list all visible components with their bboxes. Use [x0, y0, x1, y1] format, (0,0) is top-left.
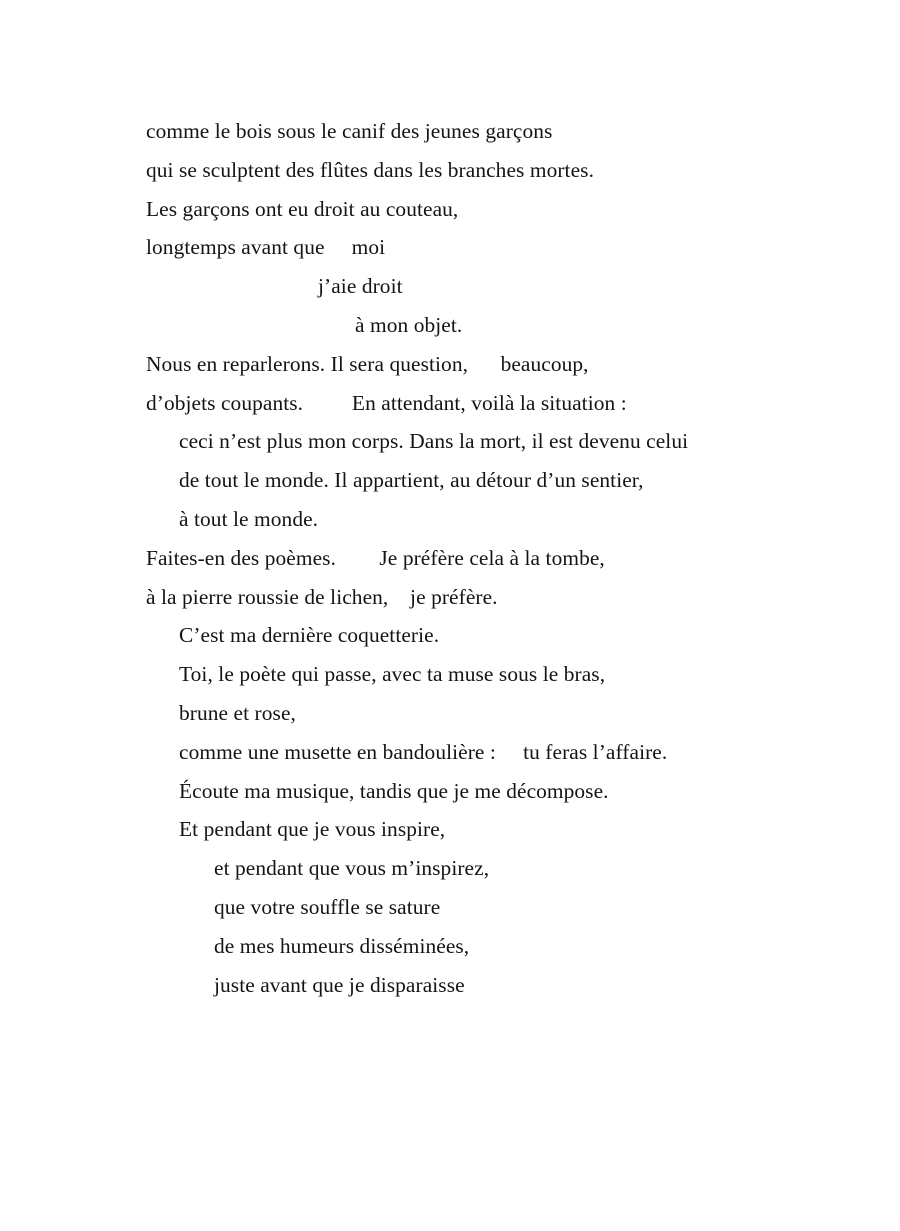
- poem-line: à la pierre roussie de lichen, je préfère.: [146, 584, 498, 609]
- poem-line: et pendant que vous m’inspirez,: [214, 856, 490, 881]
- poem-body: [146, 112, 846, 1004]
- poem-line: comme le bois sous le canif des jeunes garçons: [146, 119, 553, 143]
- poem-line: Écoute ma musique, tandis que je me décompose.: [179, 778, 609, 803]
- poem-line: à tout le monde.: [179, 506, 319, 531]
- poem-line: qui se sculptent des flûtes dans les branches mortes.: [146, 157, 594, 182]
- poem-line: brune et rose,: [179, 700, 296, 725]
- poem-line: que votre souffle se sature: [214, 894, 441, 919]
- poem-line: d’objets coupants. En attendant, voilà la situation :: [146, 390, 627, 415]
- poem-line: j’aie droit: [318, 274, 403, 299]
- poem-line: Toi, le poète qui passe, avec ta muse sous le bras,: [179, 662, 606, 687]
- poem-line: Faites-en des poèmes. Je préfère cela à la tombe,: [146, 545, 605, 570]
- poem-line: longtemps avant que moi: [146, 235, 386, 260]
- poem-line: juste avant que je disparaisse: [214, 972, 465, 997]
- poem-line: de mes humeurs disséminées,: [214, 933, 470, 958]
- poem-line: de tout le monde. Il appartient, au détour d’un sentier,: [179, 468, 644, 493]
- poem-line: ceci n’est plus mon corps. Dans la mort, il est devenu celui: [179, 429, 689, 454]
- poem-line: Et pendant que je vous inspire,: [179, 817, 446, 842]
- poem-line: Les garçons ont eu droit au couteau,: [146, 196, 459, 221]
- poem-line: comme une musette en bandoulière : tu feras l’affaire.: [179, 739, 668, 764]
- poem-line: C’est ma dernière coquetterie.: [179, 623, 440, 648]
- poem-line: Nous en reparlerons. Il sera question, beaucoup,: [146, 351, 589, 376]
- poem-line: à mon objet.: [355, 312, 463, 337]
